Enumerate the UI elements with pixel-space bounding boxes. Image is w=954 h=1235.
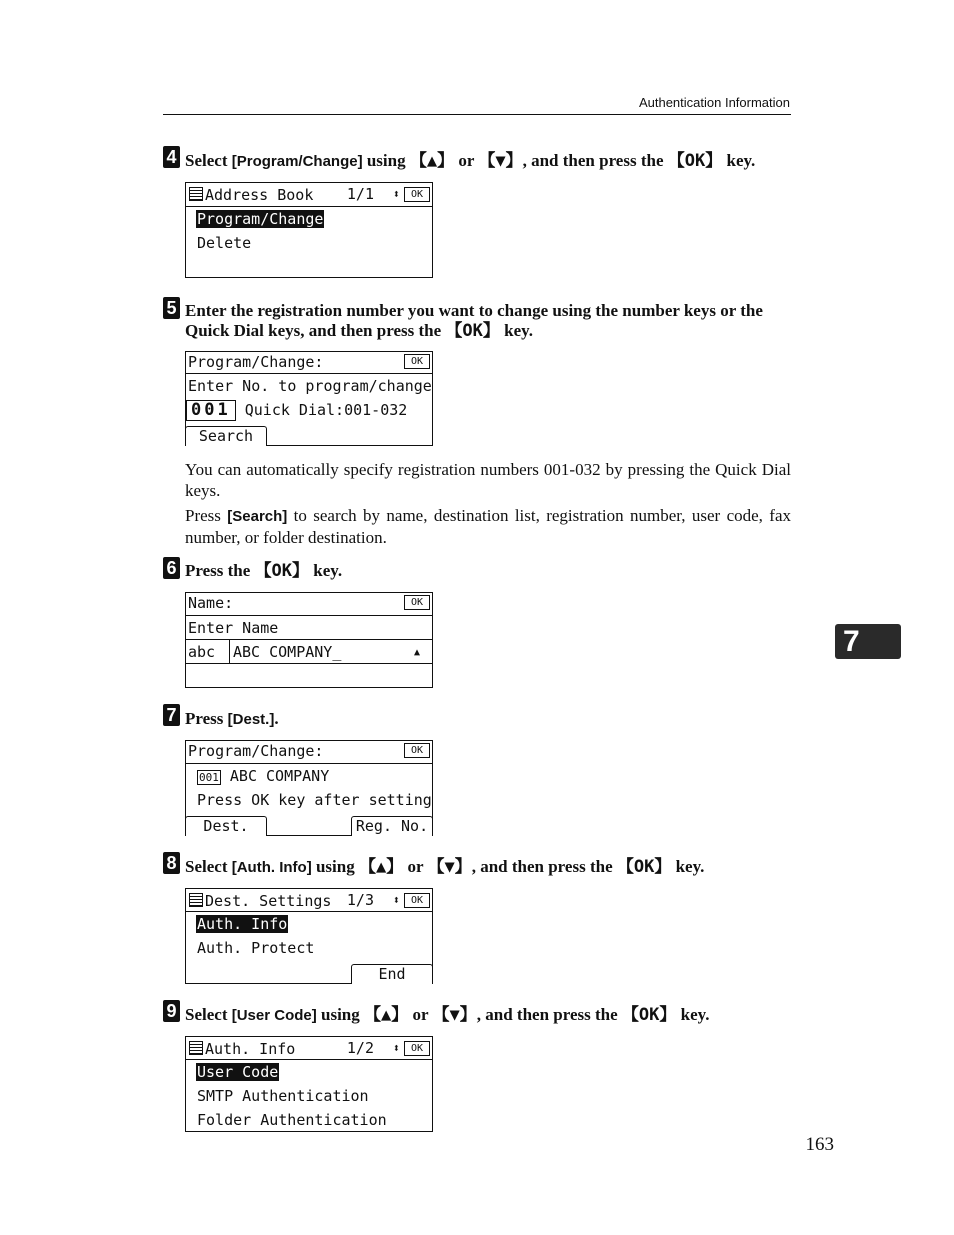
quick-dial-range: Quick Dial:001-032 <box>244 401 408 419</box>
menu-icon <box>189 187 203 201</box>
ui-label: [Auth. Info] <box>231 859 312 876</box>
ui-label: [User Code] <box>231 1007 317 1024</box>
step-7: 7 Press [Dest.]. <box>163 704 791 730</box>
down-key: 【▼】 <box>478 151 523 171</box>
down-key: 【▼】 <box>427 857 472 877</box>
lcd-title: Address Book <box>205 186 314 204</box>
input-mode[interactable]: abc <box>188 643 216 661</box>
down-key: 【▼】 <box>432 1005 477 1025</box>
up-key: 【▲】 <box>358 857 404 877</box>
ok-icon: OK <box>404 354 430 369</box>
lcd-page: 1/2 <box>346 1039 374 1057</box>
ui-label: [Program/Change] <box>231 153 363 170</box>
ok-icon: OK <box>404 187 430 202</box>
menu-item[interactable]: Auth. Protect <box>197 939 315 957</box>
name-input[interactable]: ABC COMPANY_ <box>233 643 342 661</box>
lcd-page: 1/1 <box>346 185 374 203</box>
lcd-prompt: Enter No. to program/change <box>188 377 432 395</box>
lcd-address-book <box>185 182 433 278</box>
chapter-tab: 7 <box>835 624 901 659</box>
page-number: 163 <box>805 1134 834 1155</box>
ui-label: [Dest.] <box>227 711 275 728</box>
step-4: 4 Select [Program/Change] using 【▲】 or 【▼】, and then press the 【OK】 key. <box>163 146 791 172</box>
dest-softkey[interactable]: Dest. <box>185 816 267 836</box>
menu-item-selected[interactable]: Program/Change <box>197 210 324 228</box>
menu-item[interactable]: Folder Authentication <box>197 1111 387 1129</box>
step-number: 5 <box>163 297 180 319</box>
menu-icon <box>189 1041 203 1055</box>
header-rule <box>163 114 791 115</box>
ok-key: 【OK】 <box>616 857 672 877</box>
step-number: 8 <box>163 852 180 874</box>
ok-icon: OK <box>404 893 430 908</box>
ok-key: 【OK】 <box>254 561 310 581</box>
ok-icon: OK <box>404 1041 430 1056</box>
search-softkey[interactable]: Search <box>185 426 267 446</box>
menu-item-selected[interactable]: Auth. Info <box>197 915 288 933</box>
menu-item-selected[interactable]: User Code <box>197 1063 279 1081</box>
ok-key: 【OK】 <box>621 1005 677 1025</box>
ok-icon: OK <box>404 595 430 610</box>
note-search: Press [Search] to search by name, destination list, registration number, user code, fax number, or folder destination. <box>185 506 791 547</box>
ui-label: [Search] <box>227 508 288 525</box>
lcd-title: Program/Change: <box>188 353 324 371</box>
step-number: 6 <box>163 557 180 579</box>
menu-item[interactable]: Delete <box>197 234 252 252</box>
step-5: 5 Enter the registration number you want to change using the number keys or the Quick Dial keys, and then press the 【OK】 key. <box>163 297 791 341</box>
destination-name: ABC COMPANY <box>229 767 330 785</box>
lcd-prompt: Press OK key after setting <box>197 791 432 809</box>
lcd-program-change <box>185 351 433 446</box>
step-number: 9 <box>163 1000 180 1022</box>
lcd-prompt: Enter Name <box>188 619 279 637</box>
up-key: 【▲】 <box>364 1005 409 1025</box>
running-header: Authentication Information <box>638 95 790 110</box>
lcd-title: Dest. Settings <box>205 892 332 910</box>
lcd-name <box>185 592 433 688</box>
caret-up-icon: ▲ <box>413 647 420 658</box>
up-key: 【▲】 <box>409 151 455 171</box>
lcd-auth-info <box>185 1036 433 1132</box>
reg-number-badge: 001 <box>199 771 219 784</box>
lcd-title: Program/Change: <box>188 742 324 760</box>
end-softkey[interactable]: End <box>351 964 433 984</box>
step-6: 6 Press the 【OK】 key. <box>163 557 791 581</box>
step-8: 8 Select [Auth. Info] using 【▲】 or 【▼】, and then press the 【OK】 key. <box>163 852 791 878</box>
updown-arrows-icon: ⬍ <box>392 1041 400 1055</box>
step-number: 7 <box>163 704 180 726</box>
registration-number-field[interactable]: 001 <box>186 400 236 421</box>
updown-arrows-icon: ⬍ <box>392 893 400 907</box>
ok-icon: OK <box>404 743 430 758</box>
lcd-program-change-confirm <box>185 740 433 836</box>
ok-key: 【OK】 <box>667 151 723 171</box>
lcd-dest-settings <box>185 888 433 984</box>
step-9: 9 Select [User Code] using 【▲】 or 【▼】, and then press the 【OK】 key. <box>163 1000 791 1026</box>
updown-arrows-icon: ⬍ <box>392 187 400 201</box>
note-quick-dial: You can automatically specify registration numbers 001-032 by pressing the Quick Dial keys. <box>185 460 791 500</box>
lcd-title: Name: <box>188 594 234 612</box>
menu-icon <box>189 893 203 907</box>
step-number: 4 <box>163 146 180 168</box>
lcd-page: 1/3 <box>346 891 374 909</box>
menu-item[interactable]: SMTP Authentication <box>197 1087 369 1105</box>
ok-key: 【OK】 <box>445 321 500 341</box>
lcd-title: Auth. Info <box>205 1040 296 1058</box>
reg-no-softkey[interactable]: Reg. No. <box>351 816 433 836</box>
